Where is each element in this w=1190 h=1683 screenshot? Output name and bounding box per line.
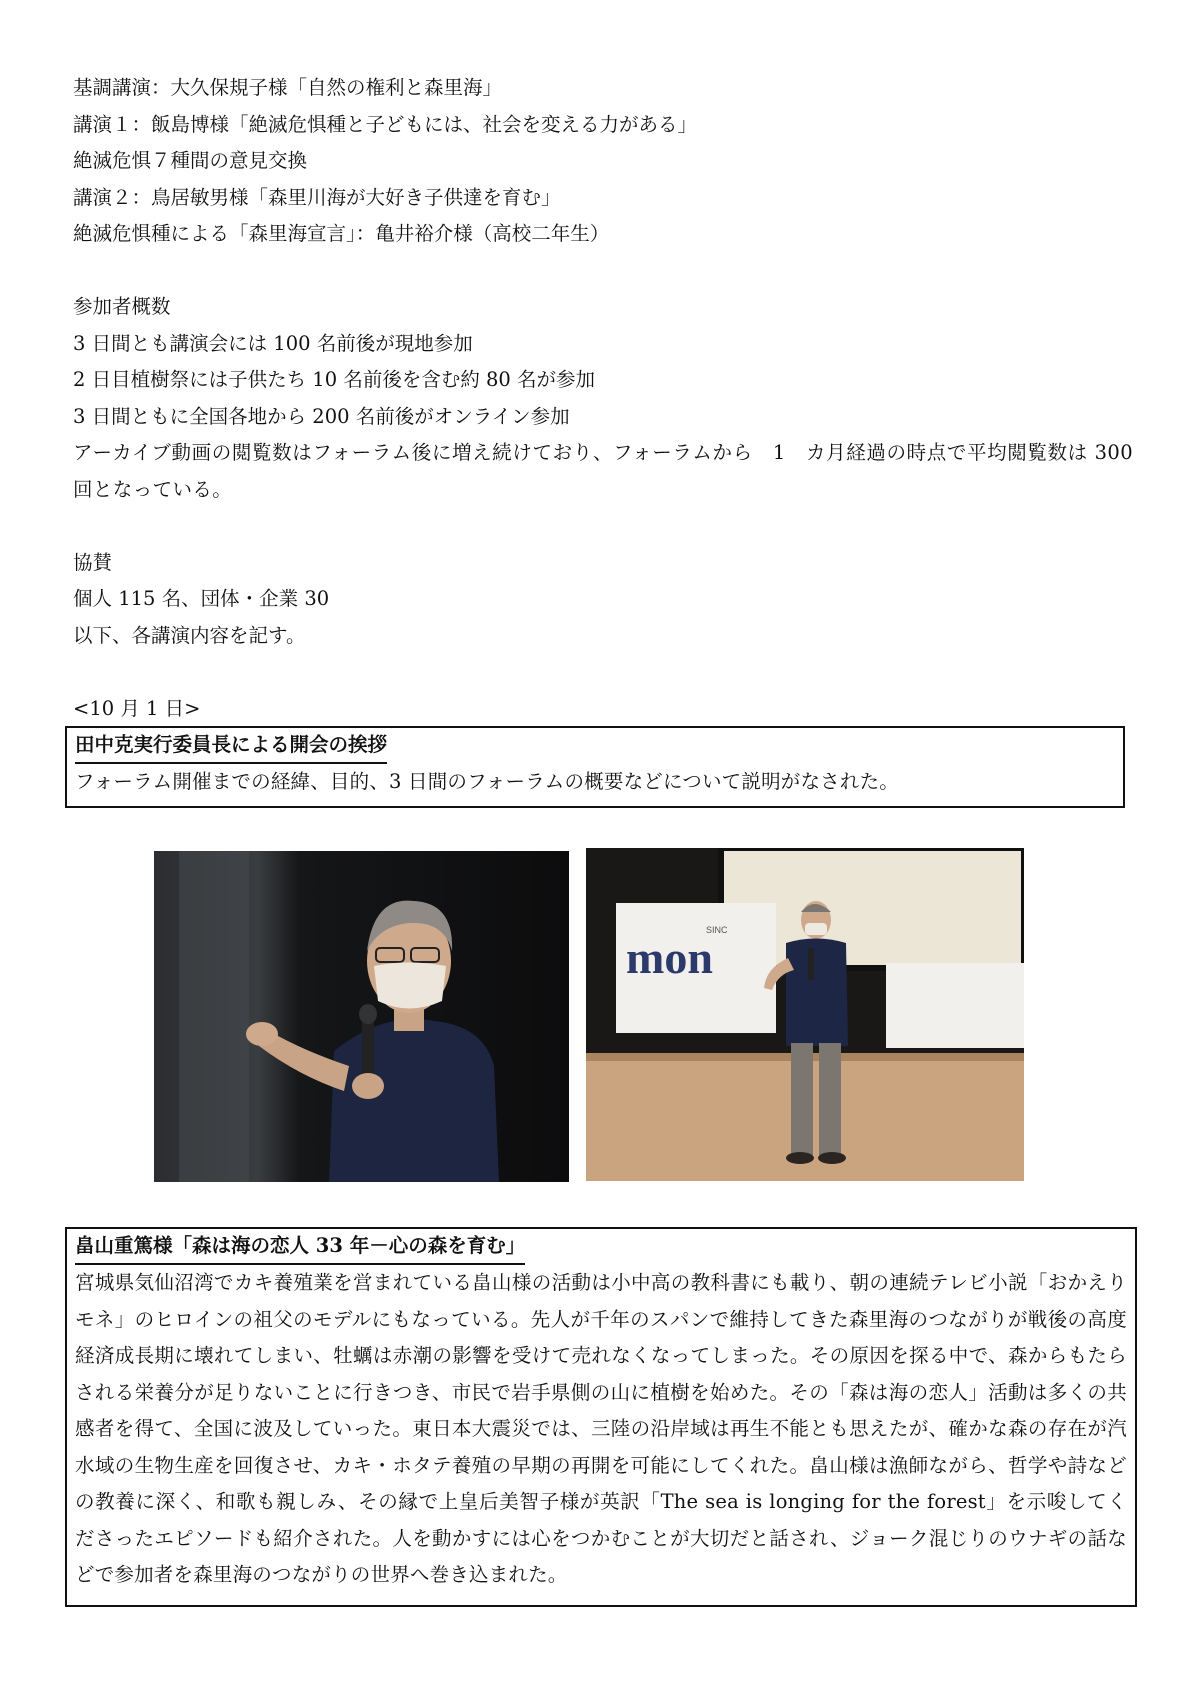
program-line-4: 講演２：鳥居敏男様「森里川海が大好き子供達を育む」 bbox=[73, 185, 561, 209]
banner-small-text: SINC bbox=[706, 925, 728, 935]
hatakeyama-heading: 畠山重篤様「森は海の恋人 33 年－心の森を育む」 bbox=[75, 1229, 525, 1265]
date-label: <10 月 1 日> bbox=[73, 696, 201, 720]
participants-line-2: 2 日目植樹祭には子供たち 10 名前後を含む約 80 名が参加 bbox=[73, 368, 596, 391]
banner-text: mon bbox=[626, 932, 713, 983]
opening-heading: 田中克実行委員長による開会の挨拶 bbox=[75, 728, 387, 764]
hatakeyama-body: 宮城県気仙沼湾でカキ養殖業を営まれている畠山様の活動は小中高の教科書にも載り、朝の連続テレビ小説「おかえりモネ」のヒロインの祖父のモデルにもなっている。先人が千年のスパンで維持してきた森里海のつながりが戦後の高度経済成長期に壊れてしまい、牡蠣は赤潮の影響を受けて売れなくなってしまった。その原因を探る中で、森からもたらされる栄養分が足りないことに行きつき、市民で岩手県側の山に植樹を始めた。その「森は海の恋人」活動は多くの共感者を得て、全国に波及していった。東日本大震災では、三陸の沿岸域は再生不能とも思えたが、確かな森の存在が汽水域の生物生産を回復させ、カキ・ホタテ養殖の早期の再開を可能にしてくれた。畠山様は漁師ながら、哲学や詩などの教養に深く、和歌も親しみ、その縁で上皇后美智子様が英訳「The sea is longing for the forest」を示唆してくださったエピソードも紹介された。人を動かすには心をつかむことが大切だと話され、ジョーク混じりのウナギの話などで参加者を森里海のつながりの世界へ巻き込まれた。 bbox=[75, 1271, 1127, 1586]
participants-line-3: 3 日間ともに全国各地から 200 名前後がオンライン参加 bbox=[73, 404, 570, 428]
program-line-3: 絶滅危惧７種間の意見交換 bbox=[73, 149, 308, 172]
opening-body: フォーラム開催までの経緯、目的、3 日間のフォーラムの概要などについて説明がなされた。 bbox=[75, 770, 899, 793]
program-line-5: 絶滅危惧種による「森里海宣言」：亀井裕介様（高校二年生） bbox=[73, 222, 610, 245]
sponsorship-line-2: 以下、各講演内容を記す。 bbox=[73, 623, 306, 647]
program-line-1: 基調講演：大久保規子様「自然の権利と森里海」 bbox=[73, 76, 503, 99]
participants-line-1: 3 日間とも講演会には 100 名前後が現地参加 bbox=[73, 331, 473, 355]
program-line-2: 講演１：飯島博様「絶滅危惧種と子どもには、社会を変える力がある」 bbox=[73, 112, 698, 136]
archive-paragraph: アーカイブ動画の閲覧数はフォーラム後に増え続けており、フォーラムから 1 カ月経過の時点で平均閲覧数は 300 回となっている。 bbox=[73, 441, 1133, 501]
participants-heading: 参加者概数 bbox=[73, 295, 171, 318]
speaker-stage-photo bbox=[586, 848, 1024, 1181]
opening-box bbox=[65, 726, 1125, 808]
sponsorship-heading: 協賛 bbox=[73, 550, 113, 574]
speaker-closeup-photo bbox=[154, 851, 569, 1182]
hatakeyama-talk-box bbox=[65, 1227, 1137, 1607]
document-page bbox=[73, 70, 1133, 727]
sponsorship-line-1: 個人 115 名、団体・企業 30 bbox=[73, 587, 330, 610]
